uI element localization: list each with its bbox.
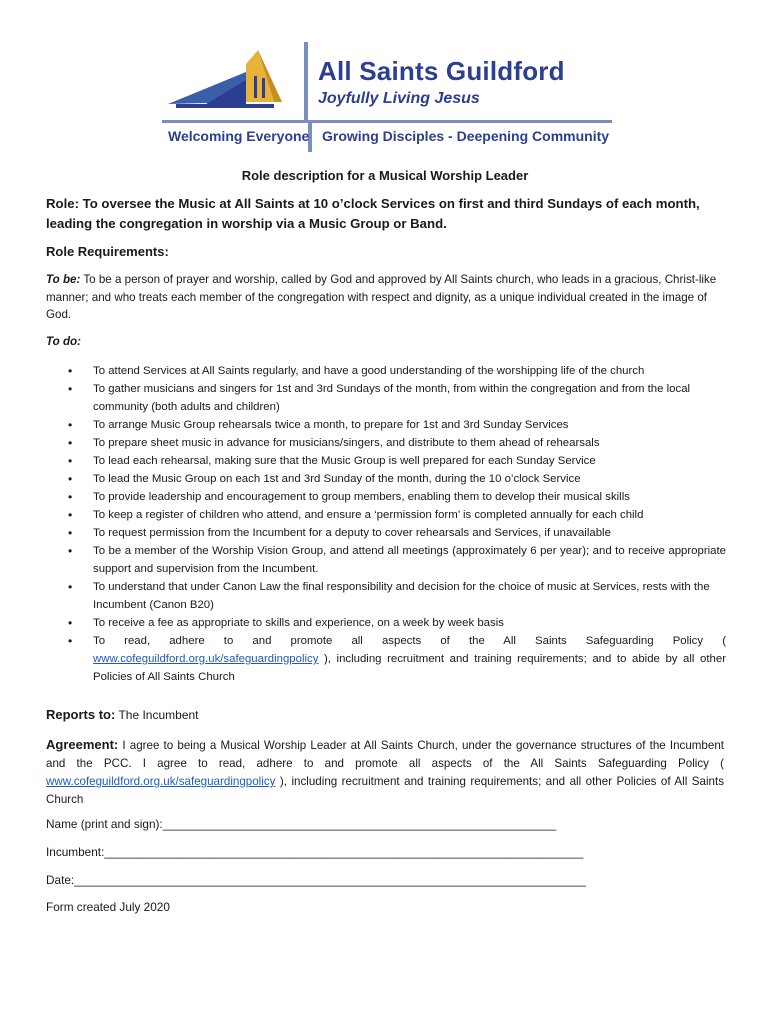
list-item: • To receive a fee as appropriate to skills and experience, on a week by week basis [46, 614, 726, 632]
name-sign-field[interactable]: Name (print and sign):____________________________________________________________ [46, 817, 557, 831]
role-statement: Role: To oversee the Music at All Saints at 10 o’clock Services on first and third Sundays of each month, leading the congregation in worship via a Music Group or Band. [46, 196, 700, 231]
list-item: • To request permission from the Incumbent for a deputy to cover rehearsals and Services, if unavailable [46, 524, 726, 542]
list-item: • To arrange Music Group rehearsals twice a month, to prepare for 1st and 3rd Sunday Services [46, 416, 726, 434]
to-be-text: To be a person of prayer and worship, called by God and approved by All Saints church, who leads in a gracious, Christ-like manner; and who treats each member of the congregation with respect and dignity, as a unique individual created in the image of God. [46, 273, 717, 322]
to-be-paragraph [46, 271, 726, 324]
incumbent-field[interactable]: Incumbent:_________________________________________________________________________ [46, 845, 584, 859]
date-field[interactable]: Date:______________________________________________________________________________ [46, 873, 586, 887]
logo-title: All Saints Guildford [318, 56, 565, 86]
list-item: • To lead each rehearsal, making sure that the Music Group is well prepared for each Sunday Service [46, 452, 726, 470]
list-item: • To prepare sheet music in advance for musicians/singers, and distribute to them ahead of rehearsals [46, 434, 726, 452]
reports-to [46, 707, 199, 722]
list-item: • To keep a register of children who attend, and ensure a ‘permission form’ is completed annually for each child [46, 506, 726, 524]
agreement-label: Agreement: [46, 737, 119, 752]
list-item: • To lead the Music Group on each 1st and 3rd Sunday of the month, during the 10 o’clock Service [46, 470, 726, 488]
reports-value: The Incumbent [115, 708, 199, 722]
church-logo [162, 42, 612, 157]
document-title: Role description for a Musical Worship Leader [241, 168, 529, 183]
logo-tagline: Joyfully Living Jesus [318, 90, 480, 107]
agreement-paragraph [46, 736, 724, 809]
to-be-label: To be: [46, 273, 81, 286]
duties-list [46, 362, 726, 686]
safeguarding-text-before: To read, adhere to and promote all aspects of the All Saints Safeguarding Policy ( [93, 635, 726, 647]
agreement-text-after: ), including recruitment and training requirements; and all other Policies of All Saints Church [46, 775, 724, 806]
list-item: • To provide leadership and encouragement to group members, enabling them to develop their musical skills [46, 488, 726, 506]
safeguarding-text-after: ), including recruitment and training requirements; and to abide by all other Policies of All Saints Church [93, 653, 726, 683]
list-item: • To understand that under Canon Law the final responsibility and decision for the choice of music at Services, rests with the Incumbent (Canon B20) [46, 578, 726, 614]
list-item: • To gather musicians and singers for 1st and 3rd Sundays of the month, from within the congregation and from the local community (both adults and children) [46, 380, 726, 416]
logo-caption-left: Welcoming Everyone [168, 128, 310, 144]
requirements-heading: Role Requirements: [46, 244, 169, 259]
list-item: • To be a member of the Worship Vision Group, and attend all meetings (approximately 6 per year); and to receive appropriate support and supervision from the Incumbent. [46, 542, 726, 578]
list-item: • To attend Services at All Saints regularly, and have a good understanding of the worshipping life of the church [46, 362, 726, 380]
safeguarding-item [46, 632, 726, 686]
agreement-text-before: I agree to being a Musical Worship Leader at All Saints Church, under the governance structures of the Incumbent and the PCC. I agree to read, adhere to and promote all aspects of the All Saints Safeguarding Policy ( [46, 739, 724, 770]
to-do-label: To do: [46, 335, 81, 348]
reports-label: Reports to: [46, 707, 116, 722]
form-created-note: Form created July 2020 [46, 900, 170, 914]
agreement-policy-link[interactable]: www.cofeguildford.org.uk/safeguardingpolicy [46, 775, 276, 788]
safeguarding-policy-link[interactable]: www.cofeguildford.org.uk/safeguardingpolicy [93, 653, 319, 665]
logo-caption-right: Growing Disciples - Deepening Community [322, 128, 610, 144]
